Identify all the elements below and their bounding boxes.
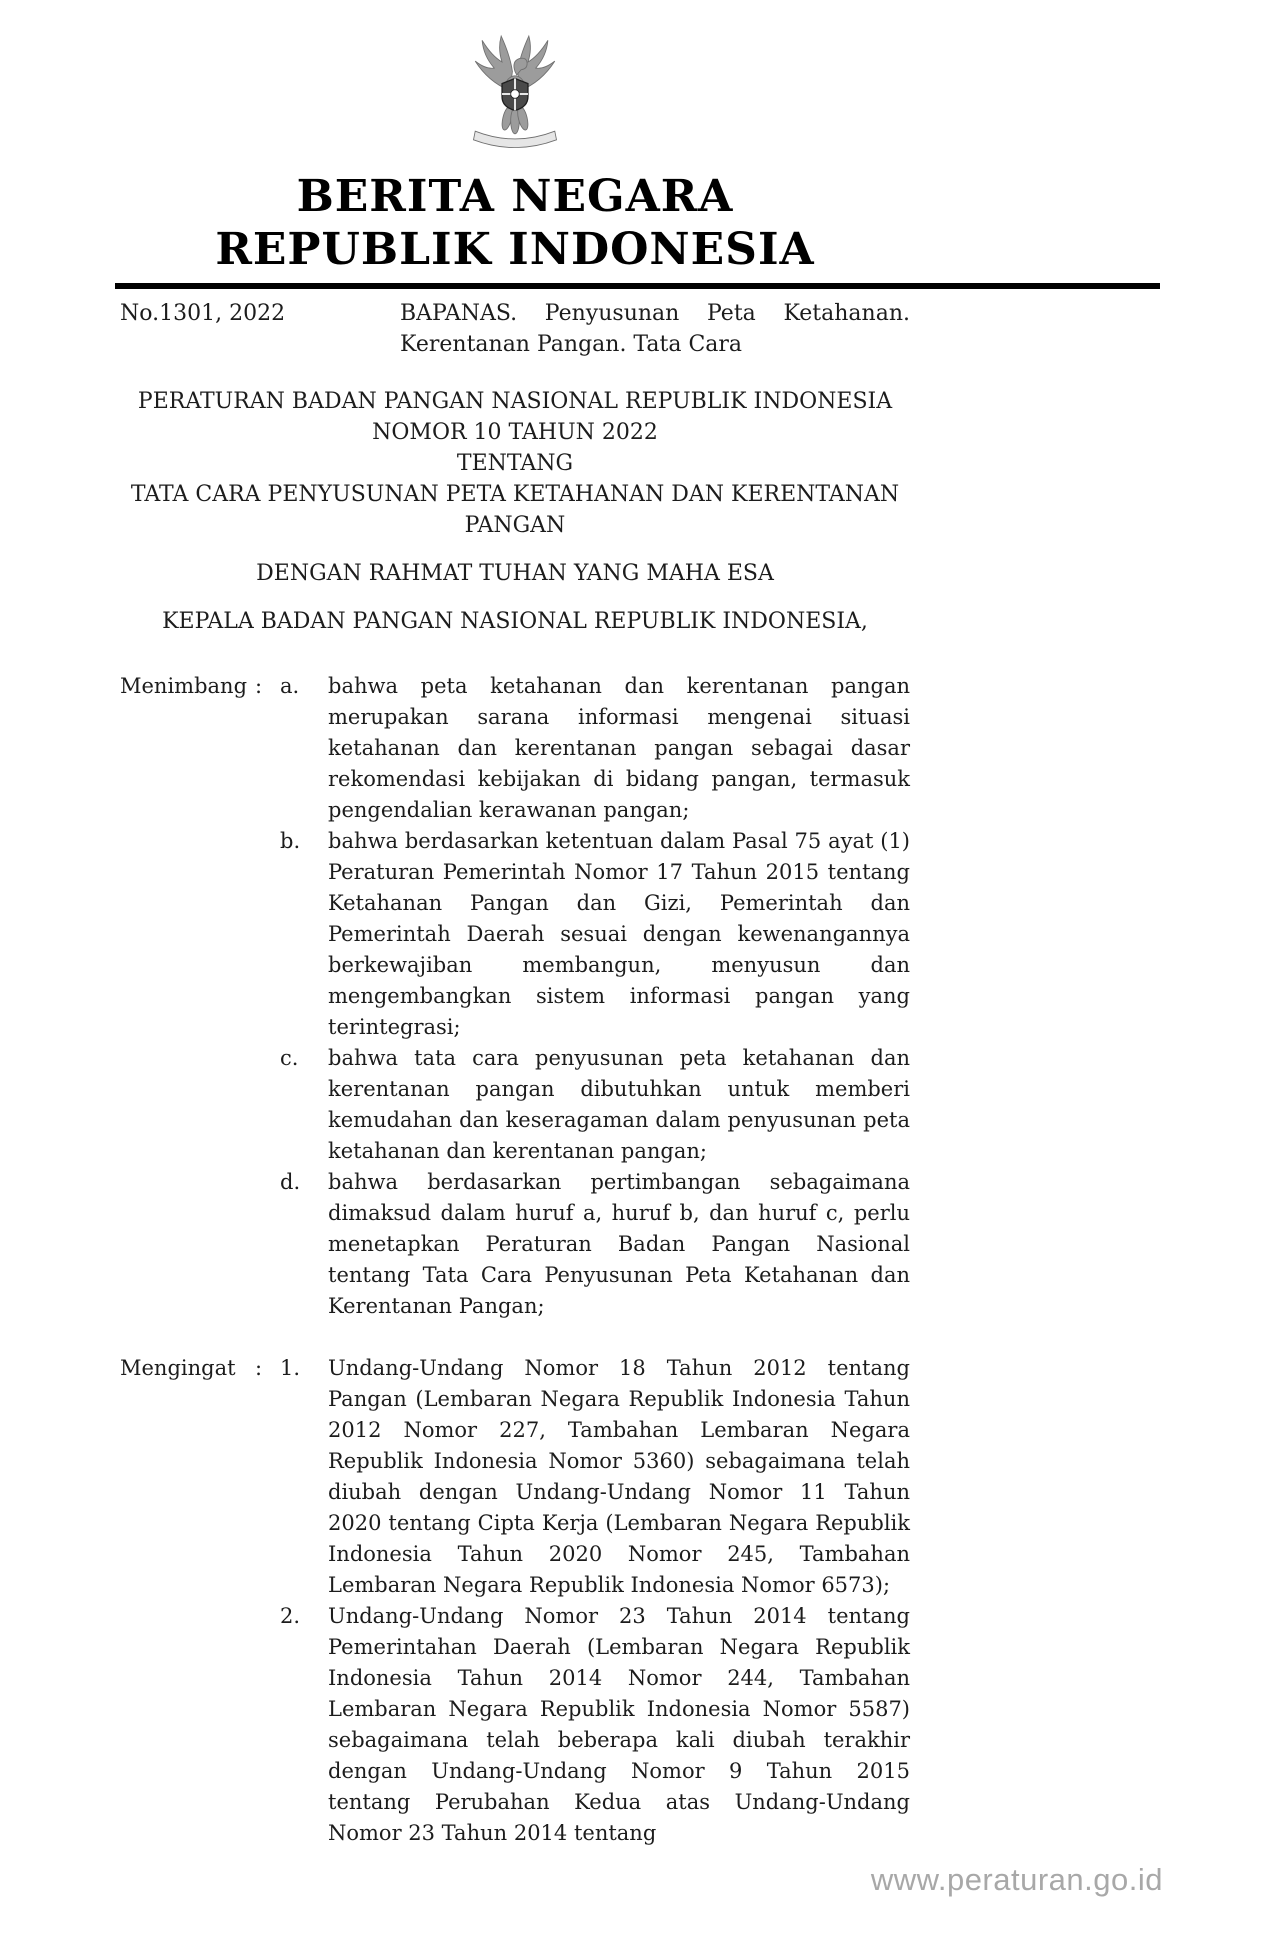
item-marker: c. <box>280 1046 299 1070</box>
gazette-number: No.1301, 2022 <box>120 301 286 326</box>
item-marker: d. <box>280 1170 301 1194</box>
watermark-url: www.peraturan.go.id <box>870 1862 1163 1897</box>
mengingat-colon: : <box>255 1356 263 1380</box>
item-marker: 1. <box>280 1356 301 1380</box>
label-spacer <box>120 826 255 1043</box>
menimbang-label: Menimbang <box>120 674 248 698</box>
gazette-subject <box>400 298 910 360</box>
item-marker: a. <box>280 674 300 698</box>
regulation-issuer-line: PERATURAN BADAN PANGAN NASIONAL REPUBLIK INDONESIA <box>137 389 893 414</box>
masthead-divider <box>115 283 1160 289</box>
gazette-meta <box>120 298 910 360</box>
label-spacer <box>120 1167 255 1322</box>
item-text: Undang-Undang Nomor 23 Tahun 2014 tentang Pemerintahan Daerah (Lembaran Negara Republik Indonesia Tahun 2014 Nomor 244, Tambahan Lembaran Negara Republik Indonesia Nomor 5587) sebagaimana telah beberapa kali diubah terakhir dengan Undang-Undang Nomor 9 Tahun 2015 tentang Perubahan Kedua atas Undang-Undang Nomor 23 Tahun 2014 tentang <box>328 1604 910 1845</box>
gazette-subject-line1: BAPANAS. Penyusunan Peta Ketahanan. <box>400 301 910 326</box>
menimbang-row-c <box>120 1043 910 1167</box>
preamble-clauses <box>120 671 910 1849</box>
label-spacer <box>120 1601 255 1849</box>
item-text: bahwa tata cara penyusunan peta ketahanan dan kerentanan pangan dibutuhkan untuk memberi kemudahan dan keseragaman dalam penyusunan peta ketahanan dan kerentanan pangan; <box>328 1046 910 1163</box>
item-text: bahwa peta ketahanan dan kerentanan pangan merupakan sarana informasi mengenai situasi ketahanan dan kerentanan pangan sebagai dasar rekomendasi kebijakan di bidang pangan, termasuk pengendalian kerawanan pangan; <box>328 674 910 822</box>
regulation-subject-line: TATA CARA PENYUSUNAN PETA KETAHANAN DAN KERENTANAN PANGAN <box>130 482 900 538</box>
item-text: Undang-Undang Nomor 18 Tahun 2012 tentang Pangan (Lembaran Negara Republik Indonesia Tahun 2012 Nomor 227, Tambahan Lembaran Negara Republik Indonesia Nomor 5360) sebagaimana telah diubah dengan Undang-Undang Nomor 11 Tahun 2020 tentang Cipta Kerja (Lembaran Negara Republik Indonesia Tahun 2020 Nomor 245, Tambahan Lembaran Negara Republik Indonesia Nomor 6573); <box>328 1356 910 1597</box>
item-marker: 2. <box>280 1604 301 1628</box>
masthead-title-line2: REPUBLIK INDONESIA <box>215 224 815 275</box>
menimbang-row-d <box>120 1167 910 1322</box>
gazette-subject-line2: Kerentanan Pangan. Tata Cara <box>400 332 743 357</box>
colon-spacer <box>255 1043 280 1167</box>
regulation-title-block <box>120 386 910 637</box>
page-content <box>120 0 910 1849</box>
item-text: bahwa berdasarkan pertimbangan sebagaimana dimaksud dalam huruf a, huruf b, dan huruf c, perlu menetapkan Peraturan Badan Pangan Nasional tentang Tata Cara Penyusunan Peta Ketahanan dan Kerentanan Pangan; <box>328 1170 910 1318</box>
mengingat-row-2 <box>120 1601 910 1849</box>
garuda-emblem-icon <box>120 0 910 162</box>
label-spacer <box>120 1043 255 1167</box>
mengingat-row-1 <box>120 1353 910 1601</box>
colon-spacer <box>255 826 280 1043</box>
menimbang-colon: : <box>255 674 263 698</box>
item-text: bahwa berdasarkan ketentuan dalam Pasal 75 ayat (1) Peraturan Pemerintah Nomor 17 Tahun 2015 tentang Ketahanan Pangan dan Gizi, Pemerintah dan Pemerintah Daerah sesuai dengan kewenangannya berkewajiban membangun, menyusun dan mengembangkan sistem informasi pangan yang terintegrasi; <box>328 829 910 1039</box>
item-marker: b. <box>280 829 301 853</box>
regulation-number-line: NOMOR 10 TAHUN 2022 <box>372 420 658 445</box>
masthead-title-line1: BERITA NEGARA <box>296 171 734 222</box>
regulation-tentang-line: TENTANG <box>456 451 574 476</box>
menimbang-row-b <box>120 826 910 1043</box>
mengingat-label: Mengingat <box>120 1356 236 1380</box>
masthead <box>120 170 910 276</box>
invocation-line: DENGAN RAHMAT TUHAN YANG MAHA ESA <box>256 561 774 586</box>
colon-spacer <box>255 1601 280 1849</box>
official-line: KEPALA BADAN PANGAN NASIONAL REPUBLIK INDONESIA, <box>162 609 868 634</box>
menimbang-row-a <box>120 671 910 826</box>
colon-spacer <box>255 1167 280 1322</box>
